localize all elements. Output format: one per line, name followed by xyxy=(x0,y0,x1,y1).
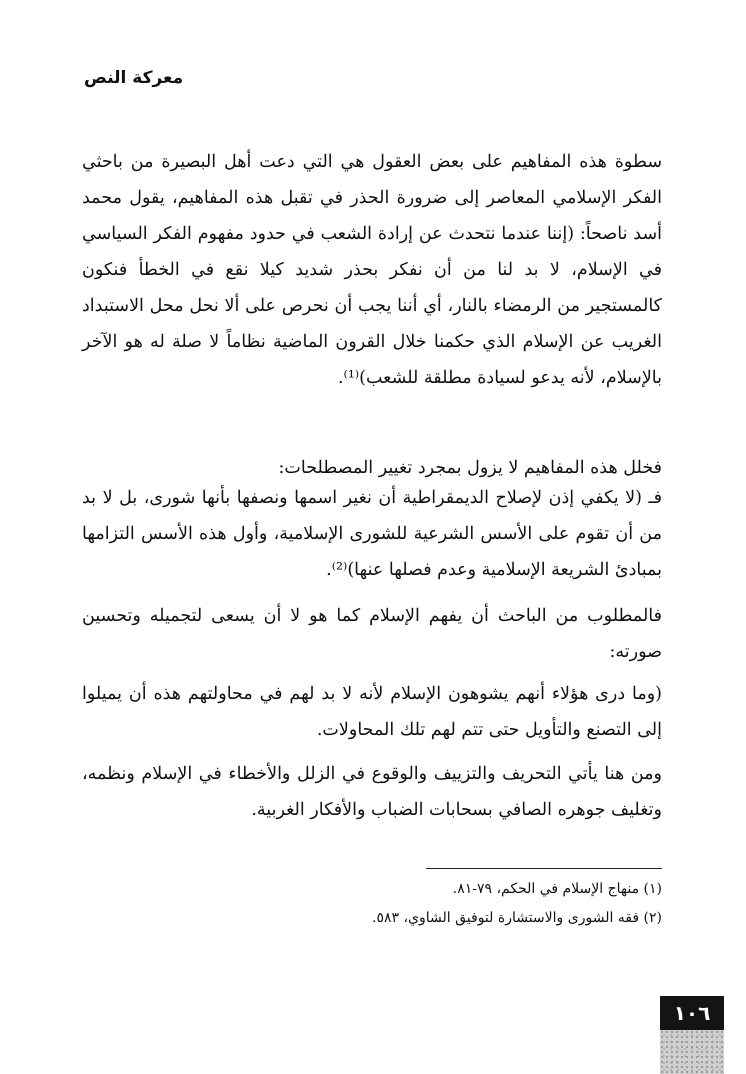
paragraph-text: فـ (لا يكفي إذن لإصلاح الديمقراطية أن نغير اسمها ونصفها بأنها شورى، بل لا بد من أن تقوم على الأسس الشرعية للشورى الإسلامية، وأول هذه الأسس التزامها بمبادئ الشريعة الإسلامية وعدم فصلها عنها)⁽²⁾. xyxy=(82,488,662,580)
footnote-1: (١) منهاج الإسلام في الحكم، ٧٩-٨١. xyxy=(452,881,662,897)
body-paragraph-3 xyxy=(82,480,662,588)
footnote-divider xyxy=(426,868,662,869)
page-edge-tab xyxy=(660,1030,724,1074)
running-header: معركة النص xyxy=(84,68,184,88)
body-paragraph-5 xyxy=(82,676,662,748)
body-paragraph-1 xyxy=(82,144,662,396)
paragraph-text: سطوة هذه المفاهيم على بعض العقول هي التي دعت أهل البصيرة من باحثي الفكر الإسلامي المعاصر إلى ضرورة الحذر في تقبل هذه المفاهيم، يقول محمد أسد ناصحاً: (إننا عندما نتحدث عن إرادة الشعب في حدود مفهوم الفكر السياسي في الإسلام، لا بد لنا من أن نفكر بحذر شديد كيلا نقع في الخطأ فنكون كالمستجير من الرمضاء بالنار، أي أننا يجب أن نحرص على ألا نحل محل الاستبداد الغريب عن الإسلام الذي حكمنا خلال القرون الماضية نظاماً لا صلة له هو الآخر بالإسلام، لأنه يدعو لسيادة مطلقة للشعب)⁽¹⁾. xyxy=(82,152,662,388)
paragraph-text: فخلل هذه المفاهيم لا يزول بمجرد تغيير المصطلحات: xyxy=(278,458,662,478)
body-paragraph-4 xyxy=(82,598,662,670)
footnotes xyxy=(300,875,662,933)
page-number: ١٠٦ xyxy=(660,996,724,1030)
body-paragraph-6 xyxy=(82,756,662,828)
paragraph-text: ومن هنا يأتي التحريف والتزييف والوقوع في الزلل والأخطاء في الإسلام ونظمه، وتغليف جوهره الصافي بسحابات الضباب والأفكار الغربية. xyxy=(82,764,662,820)
paragraph-text: (وما درى هؤلاء أنهم يشوهون الإسلام لأنه لا بد لهم في محاولتهم هذه أن يميلوا إلى التصنع والتأويل حتى تتم لهم تلك المحاولات. xyxy=(82,684,662,740)
footnote-2: (٢) فقه الشورى والاستشارة لتوفيق الشاوي، ٥٨٣. xyxy=(372,910,662,926)
paragraph-text: فالمطلوب من الباحث أن يفهم الإسلام كما هو لا أن يسعى لتجميله وتحسين صورته: xyxy=(82,606,662,662)
